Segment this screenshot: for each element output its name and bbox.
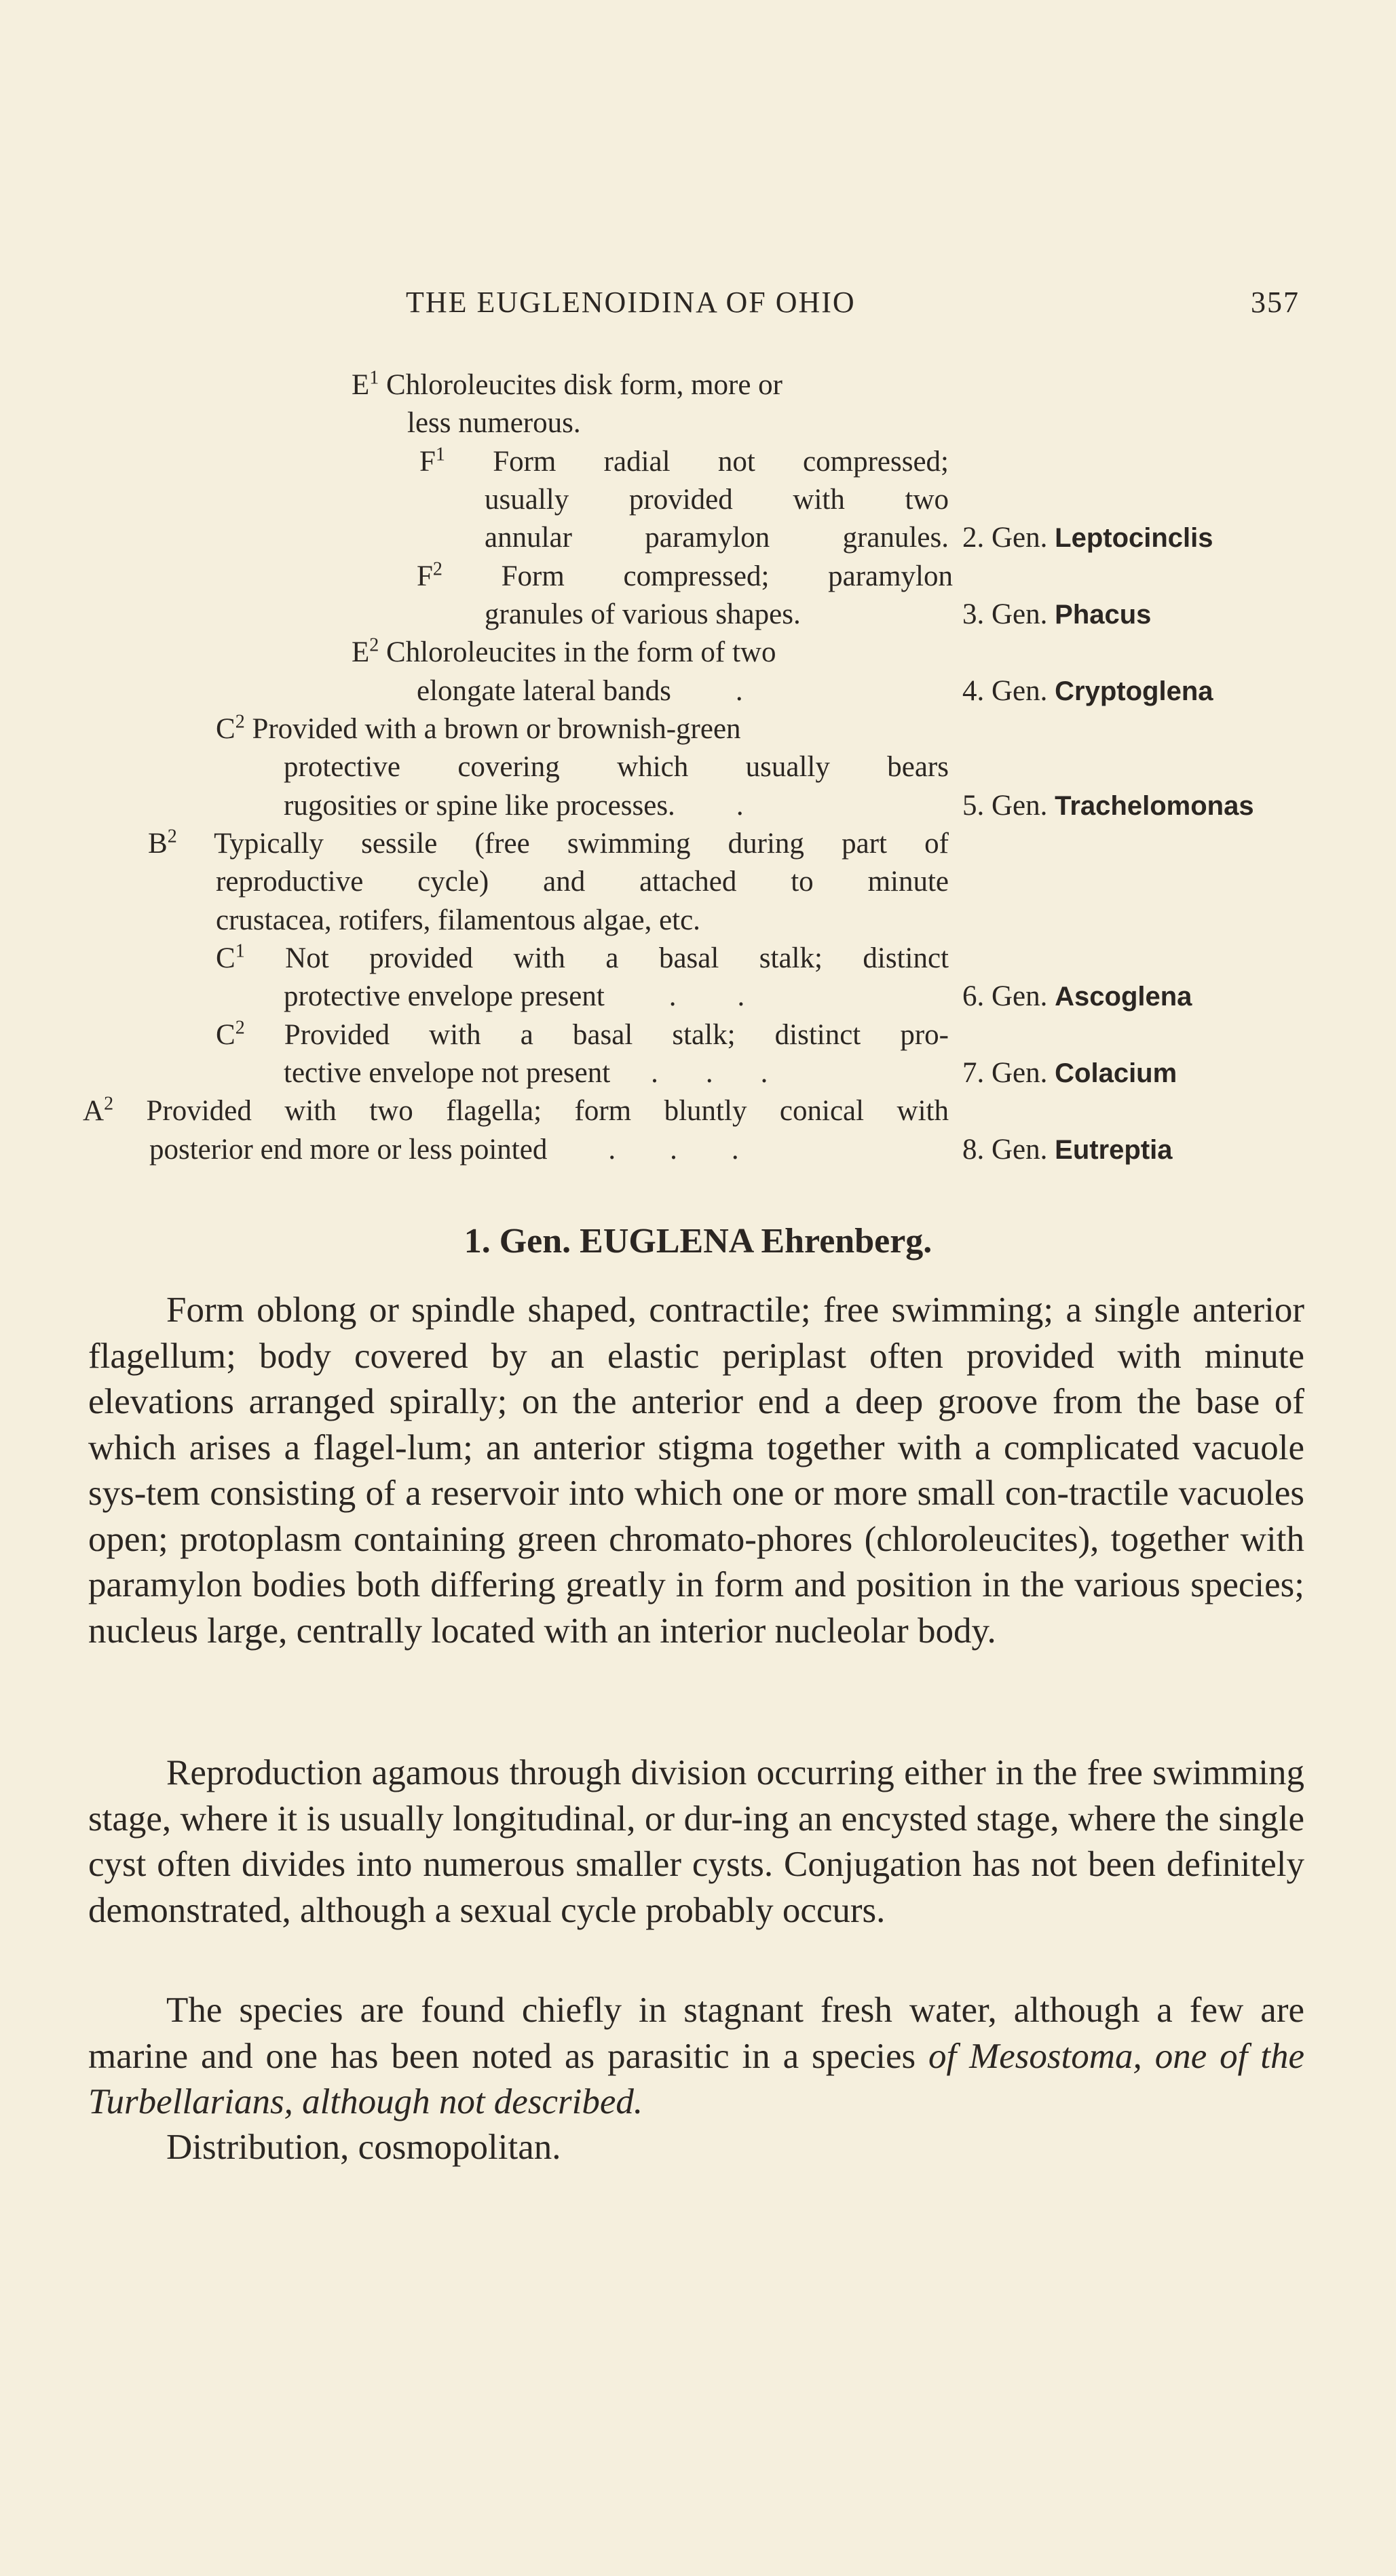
key-entry-c1: $C^1$ Not provided with a basal stalk; distinct [216,940,949,974]
genus-leptocinclis: 2. Gen. Leptocinclis [962,522,1213,554]
genus-cryptoglena: 4. Gen. Cryptoglena [962,675,1213,707]
running-head-title: THE EUGLENOIDINA OF OHIO [406,286,856,319]
paragraph-distribution: Distribution, cosmopolitan. [166,2128,561,2167]
key-entry-a2: $A^2$ Provided with two flagella; form bluntly conical with [83,1093,949,1127]
key-entry-e2: $E^2$ Chloroleucites in the form of two [352,634,776,668]
genus-trachelomonas: 5. Gen. Trachelomonas [962,790,1254,822]
key-entry-c1-cont: protective envelope present . . [284,980,745,1012]
key-entry-f2: $F^2$ Form compressed; paramylon [417,558,953,592]
key-entry-e1-cont: less numerous. [407,407,581,439]
key-entry-c2b-cont: tective envelope not present . . . [284,1057,768,1089]
key-entry-c2b: $C^2$ Provided with a basal stalk; distinct pro- [216,1017,949,1051]
key-entry-c2-cont: protective covering which usually bears [284,751,949,783]
key-entry-e1: $E^1$ Chloroleucites disk form, more or [352,367,782,401]
section-title: 1. Gen. EUGLENA Ehrenberg. [464,1222,932,1261]
key-entry-b2-cont2: crustacea, rotifers, filamentous algae, etc. [216,904,700,936]
paragraph-habitat: The species are found chiefly in stagnant fresh water, although a few are marine and one has been noted as parasitic in a species of Mesostoma, one of the Turbellarians, although not described. [88,1991,1304,2121]
key-entry-e2-cont: elongate lateral bands . [417,675,743,707]
key-entry-a2-cont: posterior end more or less pointed . . . [149,1134,739,1166]
genus-eutreptia: 8. Gen. Eutreptia [962,1134,1173,1166]
paragraph-description: Form oblong or spindle shaped, contractile; free swimming; a single anterior flagellum; body covered by an elastic periplast often provided with minute elevations arranged spirally; on the anterior end a deep groove from the base of which arises a flagel-lum; an anterior stigma together with a complicated vacuole sys-tem consisting of a reservoir into which one or more small con-tractile vacuoles open; protoplasm containing green chromato-phores (chloroleucites), together with paramylon bodies both differing greatly in form and position in the various species; nucleus large, centrally located with an interior nucleolar body. [88,1290,1304,1651]
key-entry-b2: $B^2$ Typically sessile (free swimming during part of [148,826,949,860]
key-entry-c2-cont2: rugosities or spine like processes. . [284,790,744,822]
key-entry-f1-cont2: annular paramylon granules. [485,522,949,554]
genus-ascoglena: 6. Gen. Ascoglena [962,980,1192,1012]
key-entry-f1-cont: usually provided with two [485,484,949,516]
genus-colacium: 7. Gen. Colacium [962,1057,1177,1089]
key-entry-b2-cont: reproductive cycle) and attached to minute [216,866,949,898]
paragraph-reproduction: Reproduction agamous through division occurring either in the free swimming stage, where it is usually longitudinal, or dur-ing an encysted stage, where the single cyst often divides into numerous smaller cysts. Conjugation has not been definitely demonstrated, although a sexual cycle probably occurs. [88,1753,1304,1930]
key-entry-f2-cont: granules of various shapes. [485,598,801,630]
key-entry-f1: $F^1$ Form radial not compressed; [419,444,949,478]
key-entry-c2: $C^2$ Provided with a brown or brownish-green [216,711,741,745]
page-number: 357 [1251,286,1300,319]
genus-phacus: 3. Gen. Phacus [962,598,1152,630]
